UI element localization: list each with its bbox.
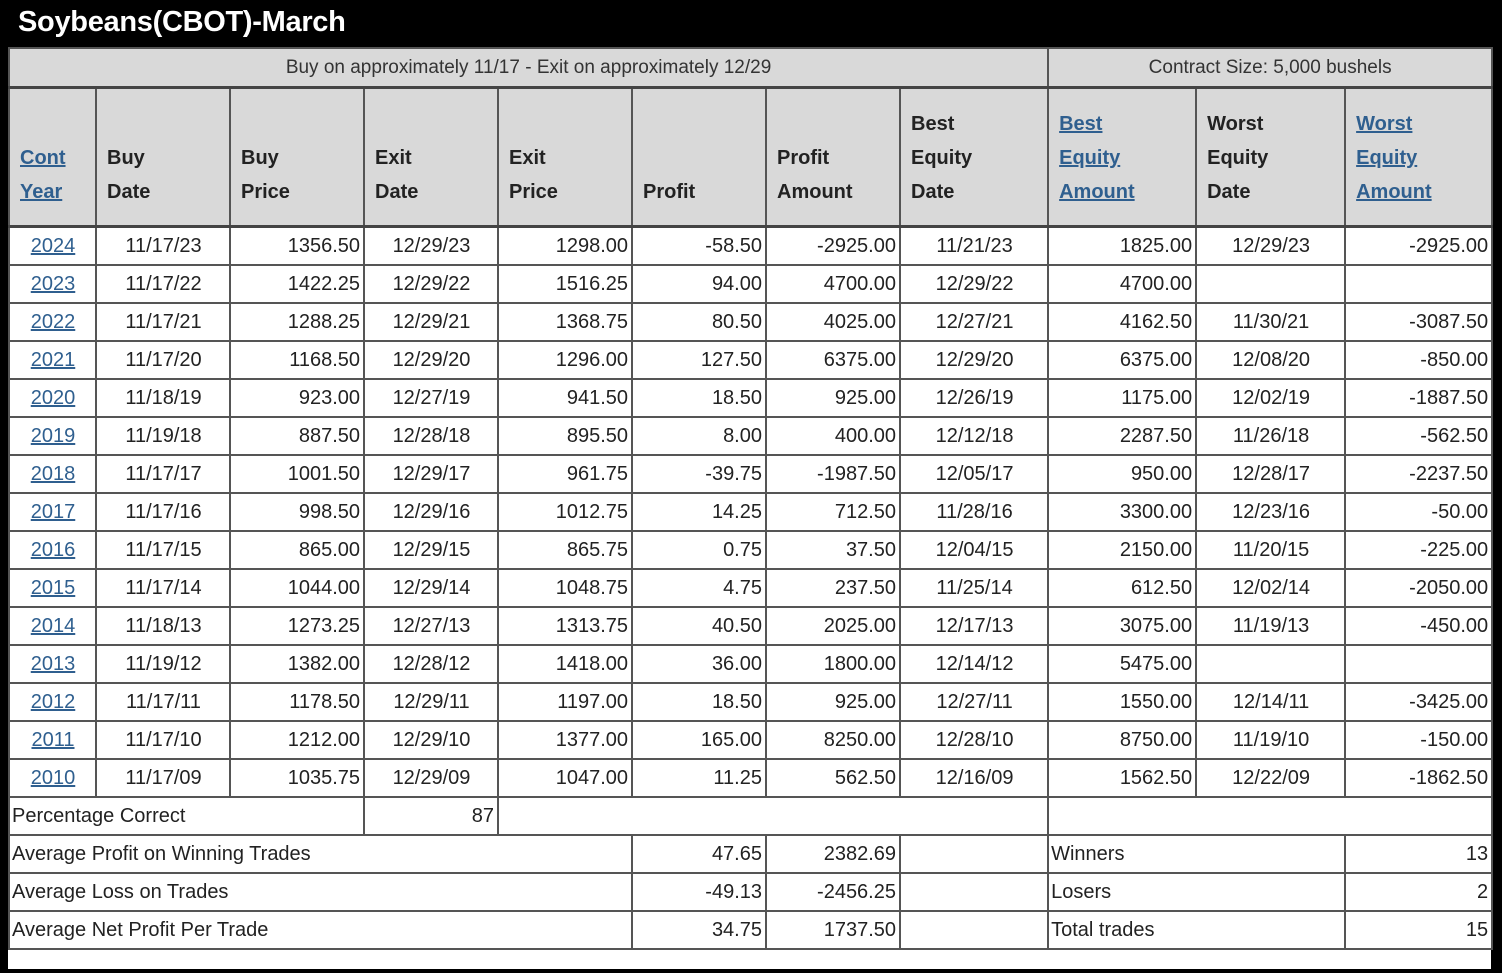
summary-row-percentage-correct [9, 797, 1492, 835]
cell-buy-date: 11/17/10 [96, 721, 230, 759]
cell-best-equity-date: 12/17/13 [900, 607, 1048, 645]
table-row [9, 379, 1492, 417]
cell-profit-amount: 400.00 [766, 417, 900, 455]
cell-buy-price: 1044.00 [230, 569, 364, 607]
average-win-amount: 2382.69 [766, 835, 900, 873]
cell-worst-equity-date: 12/28/17 [1196, 455, 1345, 493]
cell-worst-equity-date: 11/26/18 [1196, 417, 1345, 455]
header-cont-year[interactable] [9, 88, 96, 227]
seasonal-trade-table [8, 47, 1493, 950]
total-trades-value: 15 [1345, 911, 1492, 949]
empty-cell [900, 835, 1048, 873]
header-text: Buy [107, 147, 145, 169]
cell-worst-equity-amount: -150.00 [1345, 721, 1492, 759]
cell-profit-amount: 712.50 [766, 493, 900, 531]
cell-exit-price: 941.50 [498, 379, 632, 417]
cell-worst-equity-amount: -3425.00 [1345, 683, 1492, 721]
cell-profit: 4.75 [632, 569, 766, 607]
cell-cont-year [9, 569, 96, 607]
cell-buy-price: 865.00 [230, 531, 364, 569]
header-text: Equity [1207, 147, 1269, 169]
cell-exit-price: 1418.00 [498, 645, 632, 683]
cell-best-equity-amount: 1825.00 [1048, 227, 1196, 266]
winners-label: Winners [1048, 835, 1345, 873]
table-row [9, 759, 1492, 797]
cell-best-equity-date: 11/28/16 [900, 493, 1048, 531]
cell-best-equity-amount: 8750.00 [1048, 721, 1196, 759]
header-profit-amount [766, 88, 900, 227]
contract-year-link[interactable]: 2019 [30, 424, 76, 447]
cell-buy-price: 1035.75 [230, 759, 364, 797]
cell-best-equity-amount: 3300.00 [1048, 493, 1196, 531]
table-row [9, 265, 1492, 303]
cell-worst-equity-date: 12/14/11 [1196, 683, 1345, 721]
contract-year-link[interactable]: 2016 [30, 538, 76, 561]
cell-best-equity-date: 12/27/11 [900, 683, 1048, 721]
header-profit [632, 88, 766, 227]
average-loss-profit: -49.13 [632, 873, 766, 911]
cell-buy-price: 998.50 [230, 493, 364, 531]
cell-exit-price: 1516.25 [498, 265, 632, 303]
cell-buy-date: 11/17/14 [96, 569, 230, 607]
header-text: Price [241, 181, 290, 203]
cell-best-equity-amount: 2150.00 [1048, 531, 1196, 569]
cell-best-equity-amount: 5475.00 [1048, 645, 1196, 683]
cell-best-equity-date: 12/04/15 [900, 531, 1048, 569]
cell-best-equity-date: 12/16/09 [900, 759, 1048, 797]
empty-cell [900, 873, 1048, 911]
header-text[interactable]: Year [20, 181, 63, 203]
cell-cont-year [9, 683, 96, 721]
header-text[interactable]: Equity [1356, 147, 1418, 169]
total-trades-label: Total trades [1048, 911, 1345, 949]
header-text[interactable]: Equity [1059, 147, 1121, 169]
cell-cont-year [9, 227, 96, 266]
summary-section [9, 797, 1492, 949]
losers-value: 2 [1345, 873, 1492, 911]
cell-profit: -39.75 [632, 455, 766, 493]
contract-year-link[interactable]: 2014 [30, 614, 76, 637]
cell-exit-price: 1047.00 [498, 759, 632, 797]
cell-buy-price: 1422.25 [230, 265, 364, 303]
header-text: Exit [375, 147, 412, 169]
cell-exit-date: 12/29/21 [364, 303, 498, 341]
cell-exit-price: 961.75 [498, 455, 632, 493]
header-buy-date [96, 88, 230, 227]
table-row [9, 341, 1492, 379]
cell-buy-date: 11/17/20 [96, 341, 230, 379]
cell-worst-equity-date: 12/02/19 [1196, 379, 1345, 417]
cell-exit-price: 1197.00 [498, 683, 632, 721]
cell-best-equity-date: 11/25/14 [900, 569, 1048, 607]
table-row [9, 227, 1492, 266]
cell-worst-equity-amount [1345, 265, 1492, 303]
cell-buy-price: 1382.00 [230, 645, 364, 683]
cell-profit-amount: -2925.00 [766, 227, 900, 266]
header-worst-equity-date [1196, 88, 1345, 227]
cell-worst-equity-amount: -3087.50 [1345, 303, 1492, 341]
header-text: Worst [1207, 113, 1264, 135]
empty-cell [498, 797, 1048, 835]
contract-year-link[interactable]: 2023 [30, 272, 76, 295]
cell-profit: 80.50 [632, 303, 766, 341]
cell-worst-equity-date: 11/20/15 [1196, 531, 1345, 569]
cell-profit: 165.00 [632, 721, 766, 759]
average-win-label: Average Profit on Winning Trades [9, 835, 632, 873]
cell-buy-price: 1001.50 [230, 455, 364, 493]
cell-exit-date: 12/29/14 [364, 569, 498, 607]
cell-buy-date: 11/17/11 [96, 683, 230, 721]
cell-best-equity-date: 12/28/10 [900, 721, 1048, 759]
cell-profit-amount: 562.50 [766, 759, 900, 797]
cell-worst-equity-amount: -2237.50 [1345, 455, 1492, 493]
cell-exit-date: 12/29/20 [364, 341, 498, 379]
cell-profit: 11.25 [632, 759, 766, 797]
cell-profit: 94.00 [632, 265, 766, 303]
cell-profit-amount: 6375.00 [766, 341, 900, 379]
header-exit-date [364, 88, 498, 227]
average-loss-amount: -2456.25 [766, 873, 900, 911]
cell-buy-price: 1168.50 [230, 341, 364, 379]
cell-best-equity-amount: 950.00 [1048, 455, 1196, 493]
cell-exit-price: 865.75 [498, 531, 632, 569]
cell-best-equity-date: 12/14/12 [900, 645, 1048, 683]
info-row [9, 48, 1492, 88]
cell-buy-price: 1288.25 [230, 303, 364, 341]
cell-exit-date: 12/29/10 [364, 721, 498, 759]
header-text: Date [1207, 181, 1251, 203]
cell-exit-date: 12/27/13 [364, 607, 498, 645]
cell-worst-equity-date: 12/29/23 [1196, 227, 1345, 266]
header-text: Best [911, 113, 955, 135]
cell-cont-year [9, 721, 96, 759]
summary-row-average-win [9, 835, 1492, 873]
contract-year-link[interactable]: 2012 [30, 690, 76, 713]
cell-buy-date: 11/17/09 [96, 759, 230, 797]
contract-year-link[interactable]: 2021 [30, 348, 76, 371]
empty-cell [1048, 797, 1492, 835]
cell-worst-equity-date: 12/23/16 [1196, 493, 1345, 531]
cell-worst-equity-date [1196, 645, 1345, 683]
contract-year-link[interactable]: 2017 [30, 500, 76, 523]
cell-best-equity-amount: 4162.50 [1048, 303, 1196, 341]
cell-worst-equity-amount: -1862.50 [1345, 759, 1492, 797]
cell-exit-date: 12/29/22 [364, 265, 498, 303]
header-text[interactable]: Cont [20, 147, 66, 169]
cell-worst-equity-date: 11/30/21 [1196, 303, 1345, 341]
header-exit-price [498, 88, 632, 227]
cell-cont-year [9, 759, 96, 797]
cell-worst-equity-amount [1345, 645, 1492, 683]
cell-best-equity-amount: 612.50 [1048, 569, 1196, 607]
header-text: Buy [241, 147, 279, 169]
header-buy-price [230, 88, 364, 227]
header-text[interactable]: Amount [1356, 181, 1432, 203]
cell-buy-date: 11/17/21 [96, 303, 230, 341]
cell-exit-date: 12/29/23 [364, 227, 498, 266]
cell-best-equity-amount: 1562.50 [1048, 759, 1196, 797]
cell-exit-price: 1012.75 [498, 493, 632, 531]
cell-buy-date: 11/19/18 [96, 417, 230, 455]
header-text: Equity [911, 147, 973, 169]
cell-profit-amount: 2025.00 [766, 607, 900, 645]
table-row [9, 569, 1492, 607]
cell-profit: 18.50 [632, 683, 766, 721]
cell-exit-price: 895.50 [498, 417, 632, 455]
cell-worst-equity-date [1196, 265, 1345, 303]
header-text: Exit [509, 147, 546, 169]
table-row [9, 417, 1492, 455]
cell-best-equity-amount: 1175.00 [1048, 379, 1196, 417]
column-header-row [9, 88, 1492, 227]
contract-year-link[interactable]: 2015 [30, 576, 76, 599]
cell-best-equity-date: 12/26/19 [900, 379, 1048, 417]
header-text: Date [375, 181, 419, 203]
losers-label: Losers [1048, 873, 1345, 911]
cell-best-equity-amount: 1550.00 [1048, 683, 1196, 721]
header-text: Amount [777, 181, 853, 203]
cell-exit-date: 12/29/17 [364, 455, 498, 493]
table-row [9, 683, 1492, 721]
cell-cont-year [9, 607, 96, 645]
cell-buy-date: 11/18/13 [96, 607, 230, 645]
cell-worst-equity-amount: -2050.00 [1345, 569, 1492, 607]
cell-cont-year [9, 379, 96, 417]
cell-best-equity-amount: 4700.00 [1048, 265, 1196, 303]
cell-worst-equity-date: 12/02/14 [1196, 569, 1345, 607]
cell-cont-year [9, 493, 96, 531]
cell-best-equity-amount: 6375.00 [1048, 341, 1196, 379]
cell-best-equity-date: 12/29/20 [900, 341, 1048, 379]
cell-worst-equity-date: 12/22/09 [1196, 759, 1345, 797]
cell-buy-date: 11/17/23 [96, 227, 230, 266]
empty-cell [900, 911, 1048, 949]
cell-exit-price: 1377.00 [498, 721, 632, 759]
average-net-label: Average Net Profit Per Trade [9, 911, 632, 949]
cell-best-equity-amount: 2287.50 [1048, 417, 1196, 455]
cell-profit-amount: 1800.00 [766, 645, 900, 683]
winners-value: 13 [1345, 835, 1492, 873]
cell-profit-amount: 237.50 [766, 569, 900, 607]
cell-profit-amount: 4025.00 [766, 303, 900, 341]
cell-worst-equity-amount: -2925.00 [1345, 227, 1492, 266]
cell-cont-year [9, 265, 96, 303]
header-text: Date [107, 181, 151, 203]
cell-buy-price: 1178.50 [230, 683, 364, 721]
cell-exit-date: 12/27/19 [364, 379, 498, 417]
cell-best-equity-date: 12/12/18 [900, 417, 1048, 455]
cell-best-equity-date: 12/05/17 [900, 455, 1048, 493]
cell-exit-price: 1298.00 [498, 227, 632, 266]
cell-profit: 0.75 [632, 531, 766, 569]
table-row [9, 455, 1492, 493]
header-worst-equity-amount[interactable] [1345, 88, 1492, 227]
cell-profit-amount: -1987.50 [766, 455, 900, 493]
cell-buy-price: 1212.00 [230, 721, 364, 759]
cell-best-equity-date: 11/21/23 [900, 227, 1048, 266]
page-title: Soybeans(CBOT)-March [18, 6, 346, 38]
summary-row-average-loss [9, 873, 1492, 911]
cell-cont-year [9, 645, 96, 683]
contract-year-link[interactable]: 2024 [30, 234, 76, 257]
cell-profit: 18.50 [632, 379, 766, 417]
header-text: Price [509, 181, 558, 203]
header-text: Profit [643, 181, 696, 203]
cell-profit-amount: 925.00 [766, 683, 900, 721]
header-best-equity-amount[interactable] [1048, 88, 1196, 227]
cell-exit-price: 1368.75 [498, 303, 632, 341]
cell-exit-price: 1048.75 [498, 569, 632, 607]
cell-worst-equity-date: 11/19/10 [1196, 721, 1345, 759]
summary-row-average-net [9, 911, 1492, 949]
header-text[interactable]: Best [1059, 113, 1103, 135]
table-row [9, 607, 1492, 645]
average-loss-label: Average Loss on Trades [9, 873, 632, 911]
table-row [9, 721, 1492, 759]
cell-profit: 14.25 [632, 493, 766, 531]
contract-year-link[interactable]: 2020 [30, 386, 76, 409]
cell-buy-price: 923.00 [230, 379, 364, 417]
cell-profit-amount: 37.50 [766, 531, 900, 569]
trade-rows [9, 227, 1492, 798]
cell-profit: 40.50 [632, 607, 766, 645]
cell-buy-price: 1356.50 [230, 227, 364, 266]
cell-buy-date: 11/17/17 [96, 455, 230, 493]
header-text: Date [911, 181, 955, 203]
cell-buy-date: 11/17/16 [96, 493, 230, 531]
cell-exit-date: 12/29/11 [364, 683, 498, 721]
cell-cont-year [9, 417, 96, 455]
contract-size-text: Contract Size: 5,000 bushels [1048, 48, 1492, 88]
cell-profit-amount: 8250.00 [766, 721, 900, 759]
cell-profit-amount: 925.00 [766, 379, 900, 417]
cell-exit-date: 12/29/15 [364, 531, 498, 569]
percentage-correct-value: 87 [364, 797, 498, 835]
cell-profit: 36.00 [632, 645, 766, 683]
average-net-amount: 1737.50 [766, 911, 900, 949]
header-best-equity-date [900, 88, 1048, 227]
cell-profit: -58.50 [632, 227, 766, 266]
contract-year-link[interactable]: 2013 [30, 652, 76, 675]
cell-best-equity-amount: 3075.00 [1048, 607, 1196, 645]
percentage-correct-label: Percentage Correct [9, 797, 364, 835]
cell-worst-equity-amount: -850.00 [1345, 341, 1492, 379]
cell-exit-date: 12/28/12 [364, 645, 498, 683]
cell-cont-year [9, 531, 96, 569]
cell-buy-date: 11/18/19 [96, 379, 230, 417]
table-row [9, 303, 1492, 341]
seasonal-trade-table-container [8, 47, 1491, 969]
cell-exit-date: 12/29/09 [364, 759, 498, 797]
cell-buy-date: 11/17/15 [96, 531, 230, 569]
header-text: Profit [777, 147, 830, 169]
cell-profit: 8.00 [632, 417, 766, 455]
cell-exit-price: 1296.00 [498, 341, 632, 379]
header-text[interactable]: Worst [1356, 113, 1413, 135]
cell-worst-equity-amount: -562.50 [1345, 417, 1492, 455]
cell-exit-date: 12/29/16 [364, 493, 498, 531]
cell-cont-year [9, 303, 96, 341]
trade-window-text: Buy on approximately 11/17 - Exit on approximately 12/29 [9, 48, 1048, 88]
average-win-profit: 47.65 [632, 835, 766, 873]
contract-year-link[interactable]: 2010 [30, 766, 76, 789]
cell-worst-equity-amount: -1887.50 [1345, 379, 1492, 417]
header-text[interactable]: Amount [1059, 181, 1135, 203]
cell-buy-price: 887.50 [230, 417, 364, 455]
table-row [9, 531, 1492, 569]
cell-buy-date: 11/19/12 [96, 645, 230, 683]
cell-exit-price: 1313.75 [498, 607, 632, 645]
cell-profit-amount: 4700.00 [766, 265, 900, 303]
cell-worst-equity-date: 12/08/20 [1196, 341, 1345, 379]
contract-year-link[interactable]: 2011 [31, 728, 75, 751]
contract-year-link[interactable]: 2018 [30, 462, 76, 485]
cell-best-equity-date: 12/27/21 [900, 303, 1048, 341]
cell-best-equity-date: 12/29/22 [900, 265, 1048, 303]
cell-worst-equity-date: 11/19/13 [1196, 607, 1345, 645]
cell-profit: 127.50 [632, 341, 766, 379]
cell-cont-year [9, 341, 96, 379]
cell-cont-year [9, 455, 96, 493]
table-row [9, 493, 1492, 531]
cell-worst-equity-amount: -225.00 [1345, 531, 1492, 569]
cell-worst-equity-amount: -50.00 [1345, 493, 1492, 531]
contract-year-link[interactable]: 2022 [30, 310, 76, 333]
cell-worst-equity-amount: -450.00 [1345, 607, 1492, 645]
table-row [9, 645, 1492, 683]
cell-buy-price: 1273.25 [230, 607, 364, 645]
average-net-profit: 34.75 [632, 911, 766, 949]
cell-buy-date: 11/17/22 [96, 265, 230, 303]
cell-exit-date: 12/28/18 [364, 417, 498, 455]
